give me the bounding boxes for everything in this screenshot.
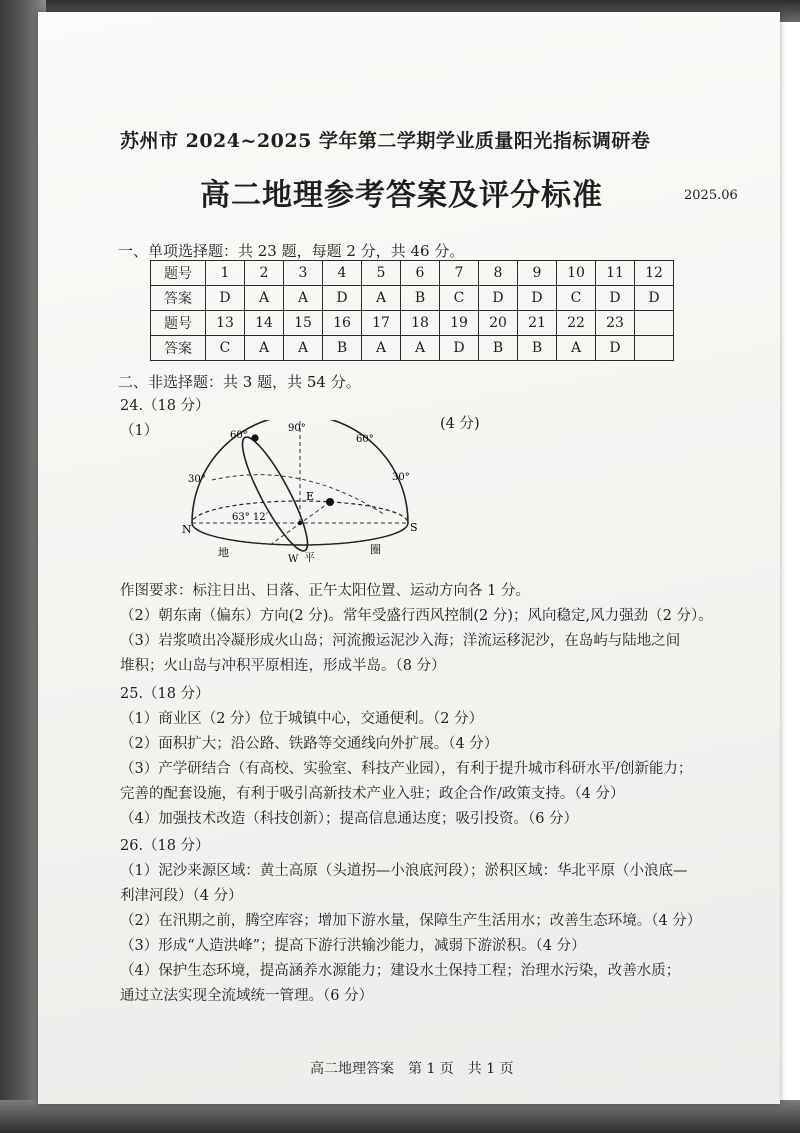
table-cell: 21 (518, 311, 557, 336)
table-cell: 11 (596, 261, 635, 286)
q24-heading: 24.（18 分） (120, 398, 210, 414)
q26-heading: 26.（18 分） (120, 838, 210, 854)
label-horizon-3: 圈 (370, 543, 381, 556)
table-cell: 10 (557, 261, 596, 286)
table-cell: 8 (479, 261, 518, 286)
table-cell: A (284, 336, 323, 361)
label-90-deg: 90° (288, 423, 306, 434)
label-60-deg-left: 60° (230, 430, 248, 441)
label-west: W (288, 554, 299, 565)
table-cell: A (401, 336, 440, 361)
label-30-deg-left: 30° (188, 474, 206, 485)
table-cell: B (479, 336, 518, 361)
section1-label: 一、单项选择题：共 23 题，每题 2 分，共 46 分。 (118, 242, 465, 260)
table-cell (635, 336, 674, 361)
table-cell: 14 (245, 311, 284, 336)
q26-answer-4a: （4）保护生态环境，提高涵养水源能力；建设水土保持工程；治理水污染，改善水质； (120, 963, 681, 979)
sun-path-diagram (170, 420, 430, 570)
label-30-deg-right: 30° (392, 472, 410, 483)
table-cell: 题号 (151, 311, 206, 336)
q24-answer-3b: 堆积；火山岛与冲积平原相连，形成半岛。（8 分） (120, 658, 446, 674)
page-title: 高二地理参考答案及评分标准 (200, 178, 603, 213)
q26-answer-2: （2）在汛期之前，腾空库容；增加下游水量，保障生产生活用水；改善生态环境。（4 分） (120, 913, 702, 929)
table-cell: 1 (206, 261, 245, 286)
table-cell: 答案 (151, 336, 206, 361)
table-cell: A (245, 286, 284, 311)
table-cell: 9 (518, 261, 557, 286)
table-cell: 16 (323, 311, 362, 336)
table-cell: C (440, 286, 479, 311)
table-cell: D (440, 336, 479, 361)
q25-answer-3b: 完善的配套设施，有利于吸引高新技术产业入驻；政企合作/政策支持。（4 分） (120, 786, 625, 802)
table-cell: D (479, 286, 518, 311)
table-cell: B (518, 336, 557, 361)
table-cell: 3 (284, 261, 323, 286)
table-cell: D (596, 286, 635, 311)
table-cell: D (323, 286, 362, 311)
q26-answer-1b: 利津河段）（4 分） (120, 888, 243, 904)
q25-answer-2: （2）面积扩大；沿公路、铁路等交通线向外扩展。（4 分） (120, 736, 499, 752)
table-row (151, 286, 674, 311)
table-cell: D (635, 286, 674, 311)
table-cell: 5 (362, 261, 401, 286)
table-cell: A (557, 336, 596, 361)
table-cell: B (323, 336, 362, 361)
q25-answer-4: （4）加强技术改造（科技创新）；提高信息通达度；吸引投资。（6 分） (120, 811, 579, 827)
date-label: 2025.06 (684, 188, 738, 203)
table-cell: 15 (284, 311, 323, 336)
exam-subtitle: 苏州市 2024~2025 学年第二学期学业质量阳光指标调研卷 (120, 130, 651, 152)
label-altitude-angle: 63° 12′ (232, 512, 268, 523)
table-cell: 18 (401, 311, 440, 336)
table-cell: 2 (245, 261, 284, 286)
sun-position-dot (326, 498, 334, 506)
table-cell: 22 (557, 311, 596, 336)
noon-sun-dot (251, 434, 258, 441)
table-cell: 题号 (151, 261, 206, 286)
table-cell: 19 (440, 311, 479, 336)
horizon-front-arc (192, 523, 408, 545)
table-cell: C (206, 336, 245, 361)
q24-part1-score: (4 分) (440, 416, 480, 432)
table-cell: D (596, 336, 635, 361)
q26-answer-3: （3）形成“人造洪峰”；提高下游行洪输沙能力，减弱下游淤积。（4 分） (120, 938, 586, 954)
q24-part1-label: （1） (120, 423, 159, 439)
label-east: E (306, 490, 315, 503)
table-cell: 17 (362, 311, 401, 336)
table-row (151, 311, 674, 336)
table-cell: 7 (440, 261, 479, 286)
label-north: N (182, 523, 192, 536)
table-cell: 4 (323, 261, 362, 286)
label-60-deg-right: 60° (356, 434, 374, 445)
section2-label: 二、非选择题：共 3 题，共 54 分。 (118, 373, 361, 391)
q26-answer-4b: 通过立法实现全流域统一管理。（6 分） (120, 988, 374, 1004)
q24-drawing-requirement: 作图要求：标注日出、日落、正午太阳位置、运动方向各 1 分。 (120, 583, 530, 599)
table-row (151, 261, 674, 286)
q25-answer-3a: （3）产学研结合（有高校、实验室、科技产业园），有利于提升城市科研水平/创新能力； (120, 761, 693, 777)
table-cell: D (518, 286, 557, 311)
sun-path-ellipse (233, 431, 318, 557)
center-dot (298, 521, 302, 525)
label-horizon-2: 平 (304, 551, 315, 564)
table-cell (635, 311, 674, 336)
q25-answer-1: （1）商业区（2 分）位于城镇中心，交通便利。（2 分） (120, 711, 484, 727)
q26-answer-1a: （1）泥沙来源区域：黄土高原（头道拐—小浪底河段）；淤积区域：华北平原（小浪底— (120, 863, 688, 879)
q24-answer-2: （2）朝东南（偏东）方向(2 分)。常年受盛行西风控制(2 分)；风向稳定,风力强劲（2 分）。 (120, 608, 713, 624)
table-cell: C (557, 286, 596, 311)
page-footer: 高二地理答案 第 1 页 共 1 页 (310, 1061, 514, 1077)
table-row (151, 336, 674, 361)
table-cell: A (284, 286, 323, 311)
photo-background-bottom (0, 1100, 800, 1133)
table-cell: A (362, 286, 401, 311)
table-cell: 23 (596, 311, 635, 336)
table-cell: B (401, 286, 440, 311)
answer-table (150, 260, 674, 361)
table-cell: D (206, 286, 245, 311)
table-cell: 13 (206, 311, 245, 336)
label-south: S (410, 521, 418, 534)
label-horizon-1: 地 (218, 546, 229, 559)
q25-heading: 25.（18 分） (120, 686, 210, 702)
table-cell: 答案 (151, 286, 206, 311)
table-cell: A (245, 336, 284, 361)
table-cell: 12 (635, 261, 674, 286)
table-cell: 6 (401, 261, 440, 286)
table-cell: A (362, 336, 401, 361)
table-cell: 20 (479, 311, 518, 336)
q24-answer-3a: （3）岩浆喷出冷凝形成火山岛；河流搬运泥沙入海；洋流运移泥沙，在岛屿与陆地之间 (120, 633, 681, 649)
